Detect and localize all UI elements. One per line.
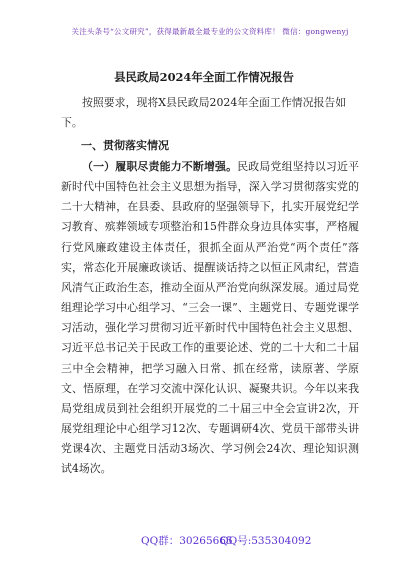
header-notice: 关注头条号“公文研究”，获得最新最全最专业的公文资料库！ 微信：gongwenyj <box>71 27 349 36</box>
paragraph-text: 民政局党组坚持以习近平新时代中国特色社会主义思想为指导，深入学习贯彻落实党的二十大精神，在县委、县政府的坚强领导下，扎实开展党纪学习教育、殡葬领域专项整治和15件群众身边具体实事，严格履行党风廉政建设主体责任，狠抓全面从严治党“两个责任”落实，常态化开展廉政谈话、提醒谈话持之以恒正风肃纪，营造风清气正政治生态，推动全面从严治党向纵深发展。通过局党组理论学习中心组学习、“三会一课”、主题党日、专题党课学习活动，强化学习贯彻习近平新时代中国特色社会主义思想、习近平总书记关于民政工作的重要论述、党的二十大和二十届三中全会精神，把学习融入日常、抓在经常，读原著、学原文、悟原理，在学习交流中深化认识、凝聚共识。今年以来我局党组成员到社会组织开展党的二十届三中全会宣讲2次，开展党组理论中心组学习12次、专题调研4次、党员干部带头讲党课4次、主题党日活动3场次、学习例会24次、理论知识测试4场次。 <box>61 160 359 476</box>
qq-group-link[interactable]: QQ群：30265665 <box>141 535 233 547</box>
intro-paragraph: 按照要求，现将X县民政局2024年全面工作情况报告如下。 <box>61 96 347 129</box>
subsection-heading: （一）履职尽责能力不断增强。 <box>82 160 238 173</box>
body-paragraph <box>61 157 359 480</box>
qq-number: QQ号:535304092 <box>220 535 312 547</box>
document-title: 县民政局2024年全面工作情况报告 <box>114 70 294 84</box>
section-heading: 一、贯彻落实情况 <box>81 139 169 152</box>
